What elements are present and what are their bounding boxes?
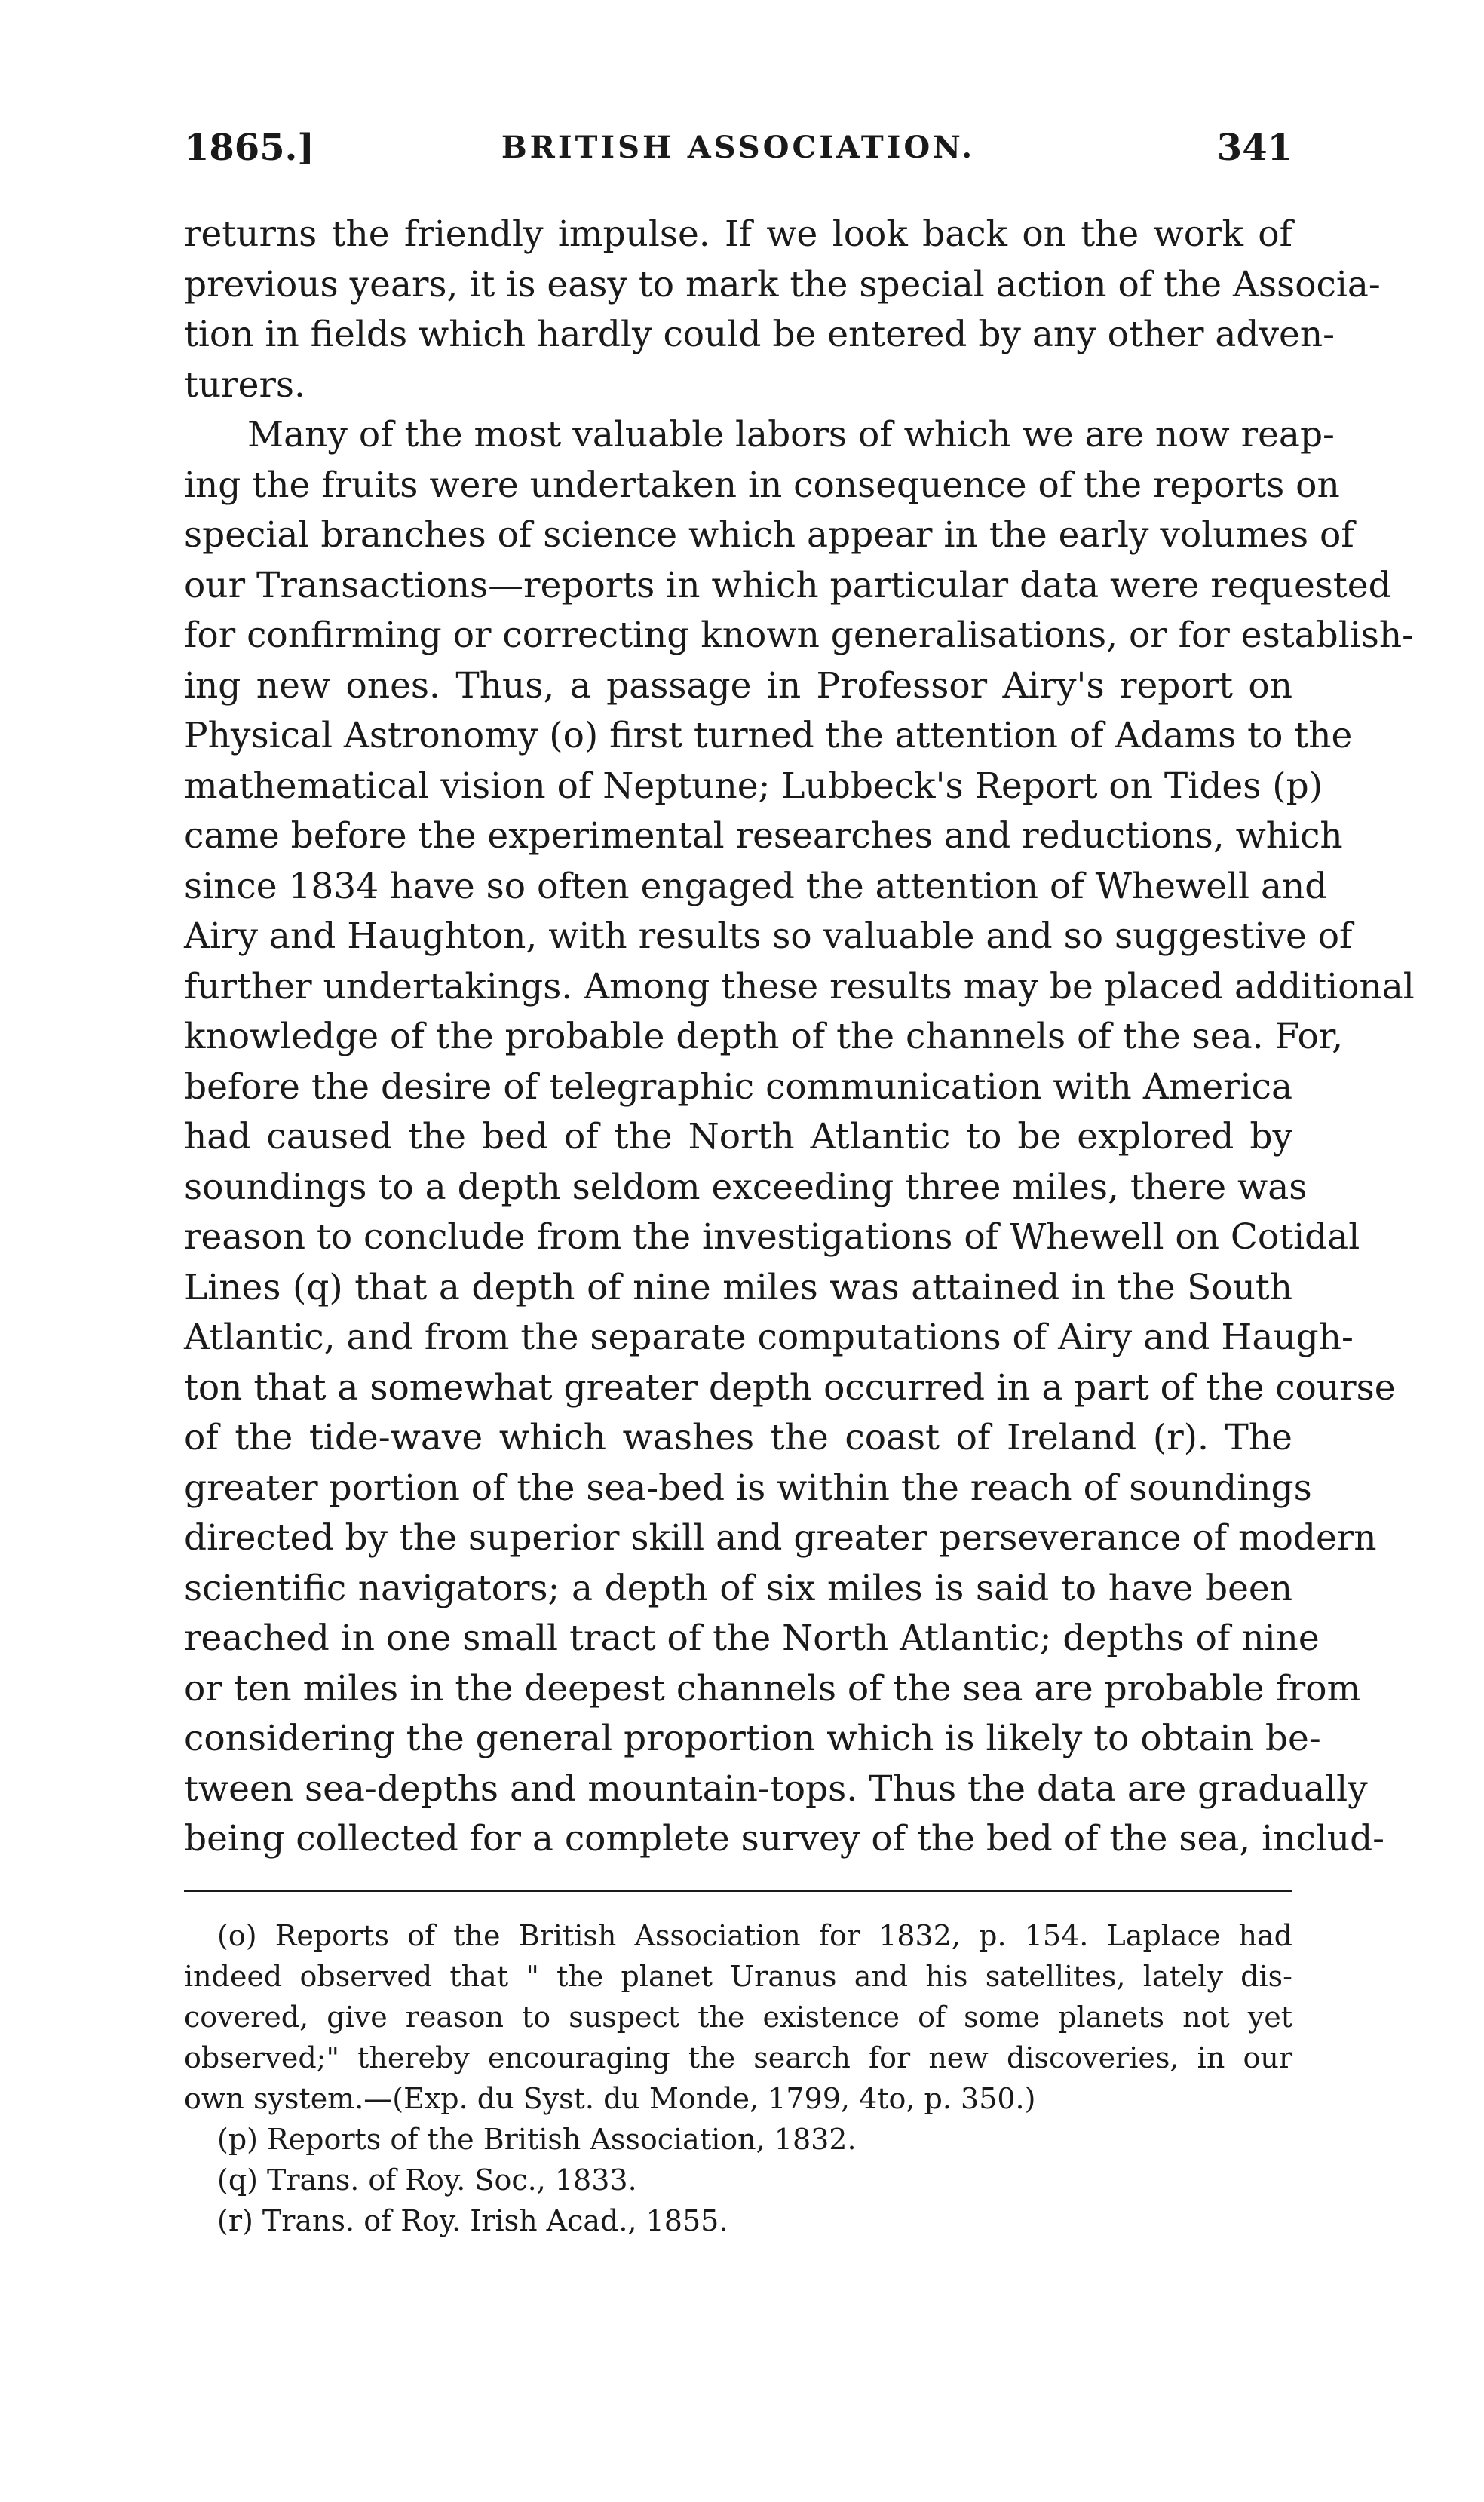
text-line: of the tide-wave which washes the coast of Ireland (r). The (184, 1417, 1292, 1458)
text-line: soundings to a depth seldom exceeding three miles, there was (184, 1166, 1308, 1208)
text-line: Physical Astronomy (o) first turned the attention of Adams to the (184, 715, 1353, 756)
page-number: 341 (1216, 127, 1292, 169)
text-line: had caused the bed of the North Atlantic to be explored by (184, 1116, 1292, 1157)
footnote-line: (p) Reports of the British Association, 1832. (217, 2123, 857, 2156)
footnote-line: (o) Reports of the British Association for 1832, p. 154. Laplace had (217, 1919, 1292, 1952)
text-line: knowledge of the probable depth of the channels of the sea. For, (184, 1016, 1344, 1057)
footnotes (184, 1915, 1292, 2241)
text-line: greater portion of the sea-bed is within the reach of soundings (184, 1467, 1312, 1509)
text-line: came before the experimental researches and reductions, which (184, 815, 1343, 857)
main-text (184, 210, 1415, 1865)
footnote-line: covered, give reason to suspect the existence of some planets not yet (184, 2001, 1292, 2034)
text-line: or ten miles in the deepest channels of the sea are probable from (184, 1667, 1361, 1709)
text-line: returns the friendly impulse. If we look back on the work of (184, 213, 1292, 255)
text-line: since 1834 have so often engaged the attention of Whewell and (184, 865, 1328, 907)
footnote-line: own system.—(Exp. du Syst. du Monde, 1799, 4to, p. 350.) (184, 2082, 1036, 2115)
text-line: for confirming or correcting known generalisations, or for establish- (184, 615, 1415, 656)
text-line: Atlantic, and from the separate computations of Airy and Haugh- (184, 1317, 1354, 1358)
text-line: reason to conclude from the investigations of Whewell on Cotidal (184, 1216, 1360, 1258)
text-line: directed by the superior skill and greater perseverance of modern (184, 1517, 1377, 1559)
text-line: ing the fruits were undertaken in consequence of the reports on (184, 464, 1340, 506)
text-line: tion in fields which hardly could be entered by any other adven- (184, 314, 1335, 355)
header-year: 1865.] (184, 127, 315, 169)
text-line: scientific navigators; a depth of six miles is said to have been (184, 1567, 1292, 1609)
text-line: tween sea-depths and mountain-tops. Thus the data are gradually (184, 1768, 1368, 1810)
text-line: before the desire of telegraphic communication with America (184, 1065, 1292, 1108)
text-line: Many of the most valuable labors of which we are now reap- (247, 414, 1335, 455)
text-line: ing new ones. Thus, a passage in Professor Airy's report on (184, 664, 1292, 707)
text-line: reached in one small tract of the North Atlantic; depths of nine (184, 1617, 1320, 1659)
text-line: further undertakings. Among these results may be placed additional (184, 965, 1415, 1007)
text-line: ton that a somewhat greater depth occurred in a part of the course (184, 1366, 1396, 1409)
footnote-divider (184, 1890, 1292, 1892)
footnote-line: indeed observed that " the planet Uranus and his satellites, lately dis- (184, 1960, 1292, 1993)
text-line: previous years, it is easy to mark the special action of the Associa- (184, 263, 1381, 305)
text-line: being collected for a complete survey of the bed of the sea, includ- (184, 1818, 1385, 1860)
header-title: BRITISH ASSOCIATION. (501, 130, 976, 165)
text-line: special branches of science which appear in the early volumes of (184, 514, 1354, 556)
running-header (184, 119, 1292, 179)
footnote-line: observed;" thereby encouraging the search for new discoveries, in our (184, 2041, 1292, 2074)
footnote-line: (r) Trans. of Roy. Irish Acad., 1855. (217, 2204, 728, 2237)
text-line: Lines (q) that a depth of nine miles was attained in the South (184, 1266, 1292, 1308)
text-line: turers. (184, 363, 305, 406)
text-line: Airy and Haughton, with results so valuable and so suggestive of (184, 915, 1353, 957)
footnote-line: (q) Trans. of Roy. Soc., 1833. (217, 2163, 637, 2197)
text-line: mathematical vision of Neptune; Lubbeck's Report on Tides (p) (184, 765, 1323, 807)
text-line: our Transactions—reports in which particular data were requested (184, 564, 1391, 606)
text-line: considering the general proportion which is likely to obtain be- (184, 1718, 1321, 1759)
